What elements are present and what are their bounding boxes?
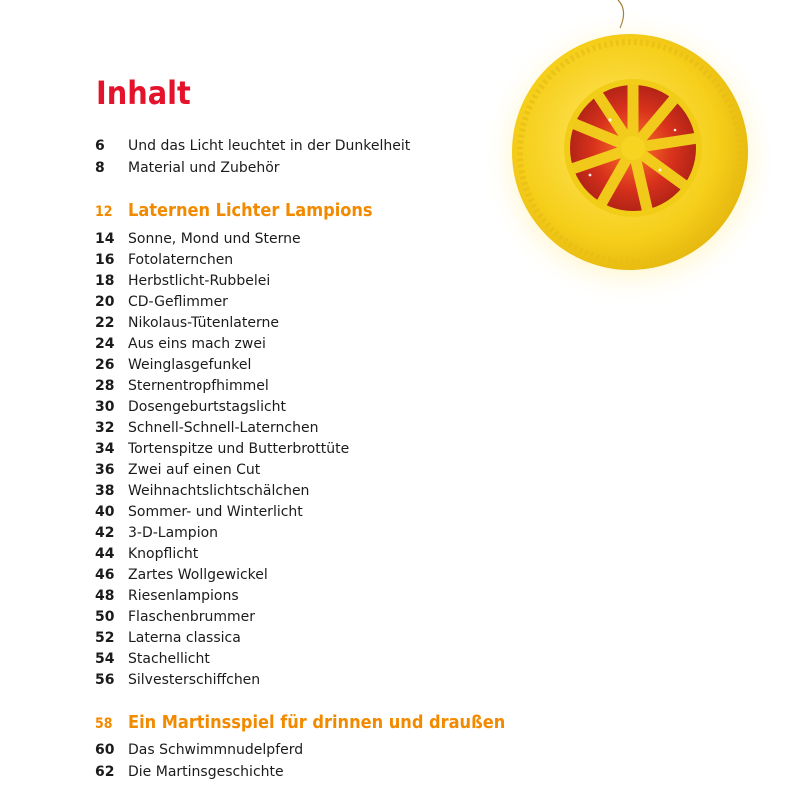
toc-entry-title: Sternentropfhimmel: [128, 378, 269, 394]
toc-item[interactable]: [95, 292, 228, 312]
toc-entry-title: Zartes Wollgewickel: [128, 567, 268, 583]
toc-entry-title: 3-D-Lampion: [128, 525, 219, 541]
toc-page-number: 28: [95, 378, 115, 394]
toc-item[interactable]: [95, 670, 260, 690]
toc-entry-title: Silvesterschiffchen: [128, 672, 261, 688]
toc-item[interactable]: [95, 397, 286, 417]
toc-entry-title: Knopflicht: [128, 546, 199, 562]
toc-page-number: 60: [95, 742, 115, 758]
toc-entry-title: Das Schwimmnudelpferd: [128, 742, 304, 758]
toc-item[interactable]: [95, 158, 280, 178]
toc-entry-title: Sommer- und Winterlicht: [128, 504, 303, 520]
toc-page-number: 48: [95, 588, 115, 604]
toc-entry-title: Aus eins mach zwei: [128, 336, 266, 352]
toc-item[interactable]: [95, 418, 318, 438]
toc-entry-title: Laterna classica: [128, 630, 241, 646]
toc-entry-title: Dosengeburtstagslicht: [128, 399, 287, 415]
toc-item[interactable]: [95, 271, 270, 291]
toc-item[interactable]: [95, 481, 309, 501]
toc-page-number: 50: [95, 609, 115, 625]
toc-page-number: 38: [95, 483, 115, 499]
section-page-number: 12: [95, 204, 113, 220]
section-page-number: 58: [95, 716, 113, 732]
toc-page-number: 22: [95, 315, 115, 331]
page-title: Inhalt: [96, 74, 191, 112]
paper-plate-lantern-image: [470, 0, 770, 310]
toc-item[interactable]: [95, 649, 210, 669]
toc-page-number: 20: [95, 294, 115, 310]
toc-item[interactable]: [95, 523, 218, 543]
toc-item[interactable]: [95, 502, 303, 522]
toc-entry-title: Riesenlampions: [128, 588, 239, 604]
toc-page-number: 56: [95, 672, 115, 688]
toc-item[interactable]: [95, 544, 198, 564]
toc-entry-title: Herbstlicht-Rubbelei: [128, 273, 271, 289]
toc-page-number: 8: [95, 160, 105, 176]
toc-item[interactable]: [95, 376, 269, 396]
toc-page-number: 14: [95, 231, 115, 247]
toc-item[interactable]: [95, 229, 301, 249]
section-title: Ein Martinsspiel für drinnen und draußen: [128, 712, 506, 733]
toc-page-number: 44: [95, 546, 115, 562]
toc-page-number: 42: [95, 525, 115, 541]
section-heading-laternen[interactable]: [95, 198, 373, 224]
toc-entry-title: Sonne, Mond und Sterne: [128, 231, 301, 247]
toc-entry-title: Schnell-Schnell-Laternchen: [128, 420, 319, 436]
toc-item[interactable]: [95, 565, 268, 585]
toc-entry-title: Stachellicht: [128, 651, 210, 667]
toc-entry-title: Fotolaternchen: [128, 252, 234, 268]
section-title: Laternen Lichter Lampions: [128, 200, 373, 221]
toc-page-number: 36: [95, 462, 115, 478]
toc-item[interactable]: [95, 628, 241, 648]
toc-item[interactable]: [95, 762, 284, 782]
toc-page-number: 30: [95, 399, 115, 415]
toc-entry-title: Weinglasgefunkel: [128, 357, 252, 373]
toc-item[interactable]: [95, 586, 239, 606]
toc-entry-title: Tortenspitze und Butterbrottüte: [128, 441, 350, 457]
toc-page-number: 6: [95, 138, 105, 154]
toc-entry-title: Nikolaus-Tütenlaterne: [128, 315, 279, 331]
toc-page-number: 24: [95, 336, 115, 352]
toc-item[interactable]: [95, 607, 255, 627]
toc-page-number: 52: [95, 630, 115, 646]
toc-item[interactable]: [95, 334, 266, 354]
toc-entry-title: Weihnachtslichtschälchen: [128, 483, 310, 499]
toc-page-number: 62: [95, 764, 115, 780]
toc-page-number: 26: [95, 357, 115, 373]
toc-page-number: 46: [95, 567, 115, 583]
toc-item[interactable]: [95, 250, 233, 270]
toc-item[interactable]: [95, 355, 251, 375]
toc-entry-title: Die Martinsgeschichte: [128, 764, 284, 780]
toc-item[interactable]: [95, 460, 260, 480]
toc-entry-title: Zwei auf einen Cut: [128, 462, 261, 478]
toc-item[interactable]: [95, 313, 279, 333]
toc-item[interactable]: [95, 439, 349, 459]
toc-page-number: 40: [95, 504, 115, 520]
toc-entry-title: Flaschenbrummer: [128, 609, 256, 625]
toc-page-number: 54: [95, 651, 115, 667]
toc-item[interactable]: [95, 136, 410, 156]
toc-page-number: 16: [95, 252, 115, 268]
toc-entry-title: CD-Geflimmer: [128, 294, 228, 310]
toc-item[interactable]: [95, 740, 303, 760]
toc-page-number: 32: [95, 420, 115, 436]
toc-page-number: 18: [95, 273, 115, 289]
toc-page-number: 34: [95, 441, 115, 457]
toc-entry-title: Material und Zubehör: [128, 160, 280, 176]
section-heading-martinsspiel[interactable]: [95, 710, 505, 736]
toc-entry-title: Und das Licht leuchtet in der Dunkelheit: [128, 138, 411, 154]
